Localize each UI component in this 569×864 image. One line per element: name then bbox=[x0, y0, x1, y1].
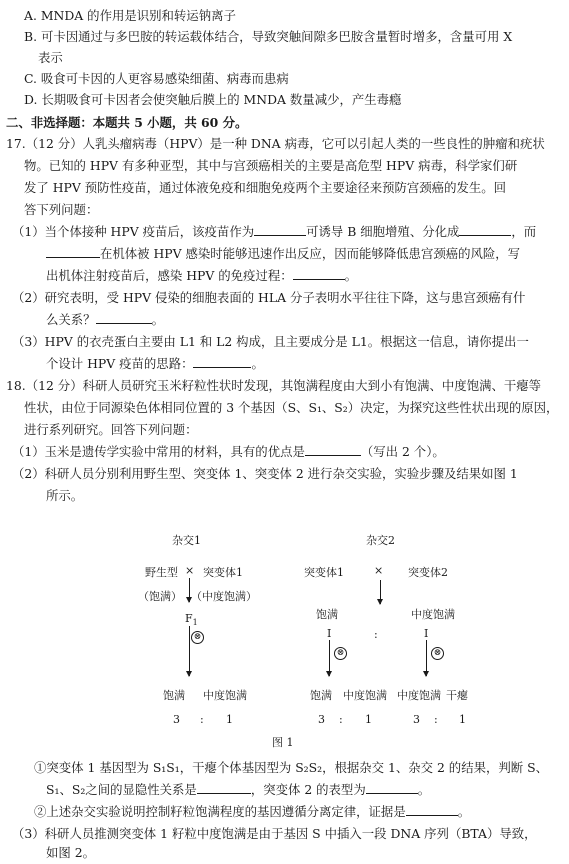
cross2-mark1: I bbox=[327, 627, 332, 640]
cross1-times: × bbox=[185, 564, 195, 577]
cross2-parent2: 突变体2 bbox=[408, 566, 448, 579]
cross2-arrow-to-f1 bbox=[380, 580, 381, 604]
cross2-parent1: 突变体1 bbox=[304, 566, 344, 579]
q17-stem-line3: 发了 HPV 预防性疫苗，通过体液免疫和细胞免疫两个主要途径来预防宫颈癌的发生。回 bbox=[24, 180, 507, 195]
q18-stem-line1: 18.（12 分）科研人员研究玉米籽粒性状时发现，其饱满程度由大到小有饱满、中度饱满、干瘪等 bbox=[6, 378, 542, 393]
cross2-colon-mid: : bbox=[374, 628, 378, 641]
cross2-colon-1: : bbox=[339, 713, 343, 726]
q17-stem-line4: 答下列问题： bbox=[24, 202, 99, 217]
cross2-result1: 饱满 bbox=[310, 689, 332, 702]
q18-part1-text-b: （写出 2 个）。 bbox=[360, 444, 445, 459]
cross1-arrow-to-f1 bbox=[189, 578, 190, 602]
answer-blank[interactable] bbox=[366, 780, 418, 794]
section-heading: 二、非选择题：本题共 5 小题，共 60 分。 bbox=[6, 115, 248, 130]
q18-part2-line1: （2）科研人员分别利用野生型、突变体 1、突变体 2 进行杂交实验，实验步骤及结果如图 1 bbox=[12, 466, 518, 481]
q17-part1-text-f: 。 bbox=[344, 268, 357, 283]
q17-stem-line1: 17.（12 分）人乳头瘤病毒（HPV）是一种 DNA 病毒，它可以引起人类的一些良性的肿瘤和疣状 bbox=[6, 136, 545, 151]
option-b-line2: 表示 bbox=[38, 50, 63, 65]
q17-stem-line2: 物。已知的 HPV 有多种亚型，其中与宫颈癌相关的主要是高危型 HPV 病毒，科学家们研 bbox=[24, 158, 518, 173]
cross1-pheno1: （饱满） bbox=[138, 590, 182, 603]
cross2-result4: 干瘪 bbox=[446, 689, 468, 702]
q18-part2-line2: 所示。 bbox=[46, 488, 84, 503]
q18-sub1-text-b: S₁、S₂之间的显隐性关系是 bbox=[46, 782, 197, 797]
q18-stem-line2: 性状，由位于同源染色体相同位置的 3 个基因（S、S₁、S₂）决定，为探究这些性状出现的原因， bbox=[24, 400, 559, 415]
q17-part1-text-a: （1）当个体接种 HPV 疫苗后，该疫苗作为 bbox=[12, 224, 255, 239]
q18-stem-line3: 进行系列研究。回答下列问题： bbox=[24, 422, 198, 437]
q17-part3-line1: （3）HPV 的衣壳蛋白主要由 L1 和 L2 构成，且主要成分是 L1。根据这一信息，请你提出一 bbox=[12, 334, 529, 349]
cross1-parent1: 野生型 bbox=[145, 566, 178, 579]
q17-part1-text-c: ，而 bbox=[511, 224, 537, 239]
answer-blank[interactable] bbox=[197, 780, 251, 794]
selfing-icon: ⊗ bbox=[191, 631, 204, 644]
option-c: C. 吸食可卡因的人更容易感染细菌、病毒而患病 bbox=[24, 71, 289, 86]
q17-part2-text-c: 。 bbox=[151, 312, 164, 327]
q17-part3-text-b: 个设计 HPV 疫苗的思路： bbox=[46, 356, 194, 371]
cross1-ratio-b: 1 bbox=[226, 713, 233, 726]
selfing-icon: ⊗ bbox=[334, 647, 347, 660]
q17-part1-text-d: 在机体被 HPV 感染时能够迅速作出反应，因而能够降低患宫颈癌的风险，写 bbox=[100, 246, 521, 261]
cross2-title: 杂交2 bbox=[366, 534, 395, 547]
q18-sub2-text-b: 。 bbox=[457, 804, 471, 819]
q18-part3-line1: （3）科研人员推测突变体 1 籽粒中度饱满是由于基因 S 中插入一段 DNA 序列（BTA）导致， bbox=[12, 826, 537, 841]
cross2-mid1: 饱满 bbox=[316, 608, 338, 621]
q18-sub1-text-c: ，突变体 2 的表型为 bbox=[250, 782, 366, 797]
q17-part2-line1: （2）研究表明，受 HPV 侵染的细胞表面的 HLA 分子表明水平往往下降，这与患宫颈癌有什 bbox=[12, 290, 526, 305]
cross2-mark2: I bbox=[424, 627, 429, 640]
q18-sub2-text-a: ②上述杂交实验说明控制籽粒饱满程度的基因遵循分离定律，证据是 bbox=[34, 804, 406, 819]
cross1-parent2: 突变体1 bbox=[203, 566, 243, 579]
q18-sub1-line2 bbox=[46, 780, 430, 801]
cross2-mid2: 中度饱满 bbox=[411, 608, 455, 621]
cross2-colon-2: : bbox=[434, 713, 438, 726]
cross2-ratio-b: 1 bbox=[365, 713, 372, 726]
cross2-result2: 中度饱满 bbox=[343, 689, 387, 702]
q18-sub1-text-d: 。 bbox=[417, 782, 431, 797]
cross2-ratio-c: 3 bbox=[413, 713, 420, 726]
cross1-title: 杂交1 bbox=[172, 534, 201, 547]
cross1-result2: 中度饱满 bbox=[203, 689, 247, 702]
q18-part3-line2: 如图 2。 bbox=[46, 845, 95, 860]
q18-sub2 bbox=[34, 802, 470, 823]
cross2-ratio-a: 3 bbox=[318, 713, 325, 726]
q18-sub1-line1: ①突变体 1 基因型为 S₁S₁，干瘪个体基因型为 S₂S₂，根据杂交 1、杂交 2 的结果，判断 S、 bbox=[34, 760, 548, 775]
cross2-result3: 中度饱满 bbox=[397, 689, 441, 702]
cross1-arrow-to-f2 bbox=[189, 626, 190, 676]
cross2-times: × bbox=[374, 564, 384, 577]
answer-blank[interactable] bbox=[406, 802, 458, 816]
option-a: A. MNDA 的作用是识别和转运钠离子 bbox=[24, 8, 236, 23]
cross1-f1-label bbox=[185, 612, 198, 630]
cross2-ratio-d: 1 bbox=[459, 713, 466, 726]
option-d: D. 长期吸食可卡因者会使突触后膜上的 MNDA 数量减少，产生毒瘾 bbox=[24, 92, 402, 107]
cross1-colon: : bbox=[200, 713, 204, 726]
selfing-icon: ⊗ bbox=[431, 647, 444, 660]
option-b-line1: B. 可卡因通过与多巴胺的转运载体结合，导致突触间隙多巴胺含量暂时增多，含量可用 X bbox=[24, 29, 513, 44]
f1-text: F bbox=[185, 612, 193, 625]
f1-subscript: 1 bbox=[192, 618, 198, 628]
q17-part1-text-b: 可诱导 B 细胞增殖、分化成 bbox=[306, 224, 460, 239]
cross2-arrow-right bbox=[426, 640, 427, 676]
cross1-ratio-a: 3 bbox=[173, 713, 180, 726]
q17-part1-text-e: 出机体注射疫苗后，感染 HPV 的免疫过程： bbox=[46, 268, 293, 283]
figure-caption: 图 1 bbox=[272, 736, 294, 749]
cross1-result1: 饱满 bbox=[163, 689, 185, 702]
q17-part3-text-c: 。 bbox=[251, 356, 264, 371]
cross2-arrow-left bbox=[329, 640, 330, 676]
q17-part2-text-b: 么关系？ bbox=[46, 312, 96, 327]
cross1-pheno2: （中度饱满） bbox=[191, 590, 257, 603]
q18-part1-text-a: （1）玉米是遗传学实验中常用的材料，具有的优点是 bbox=[12, 444, 305, 459]
